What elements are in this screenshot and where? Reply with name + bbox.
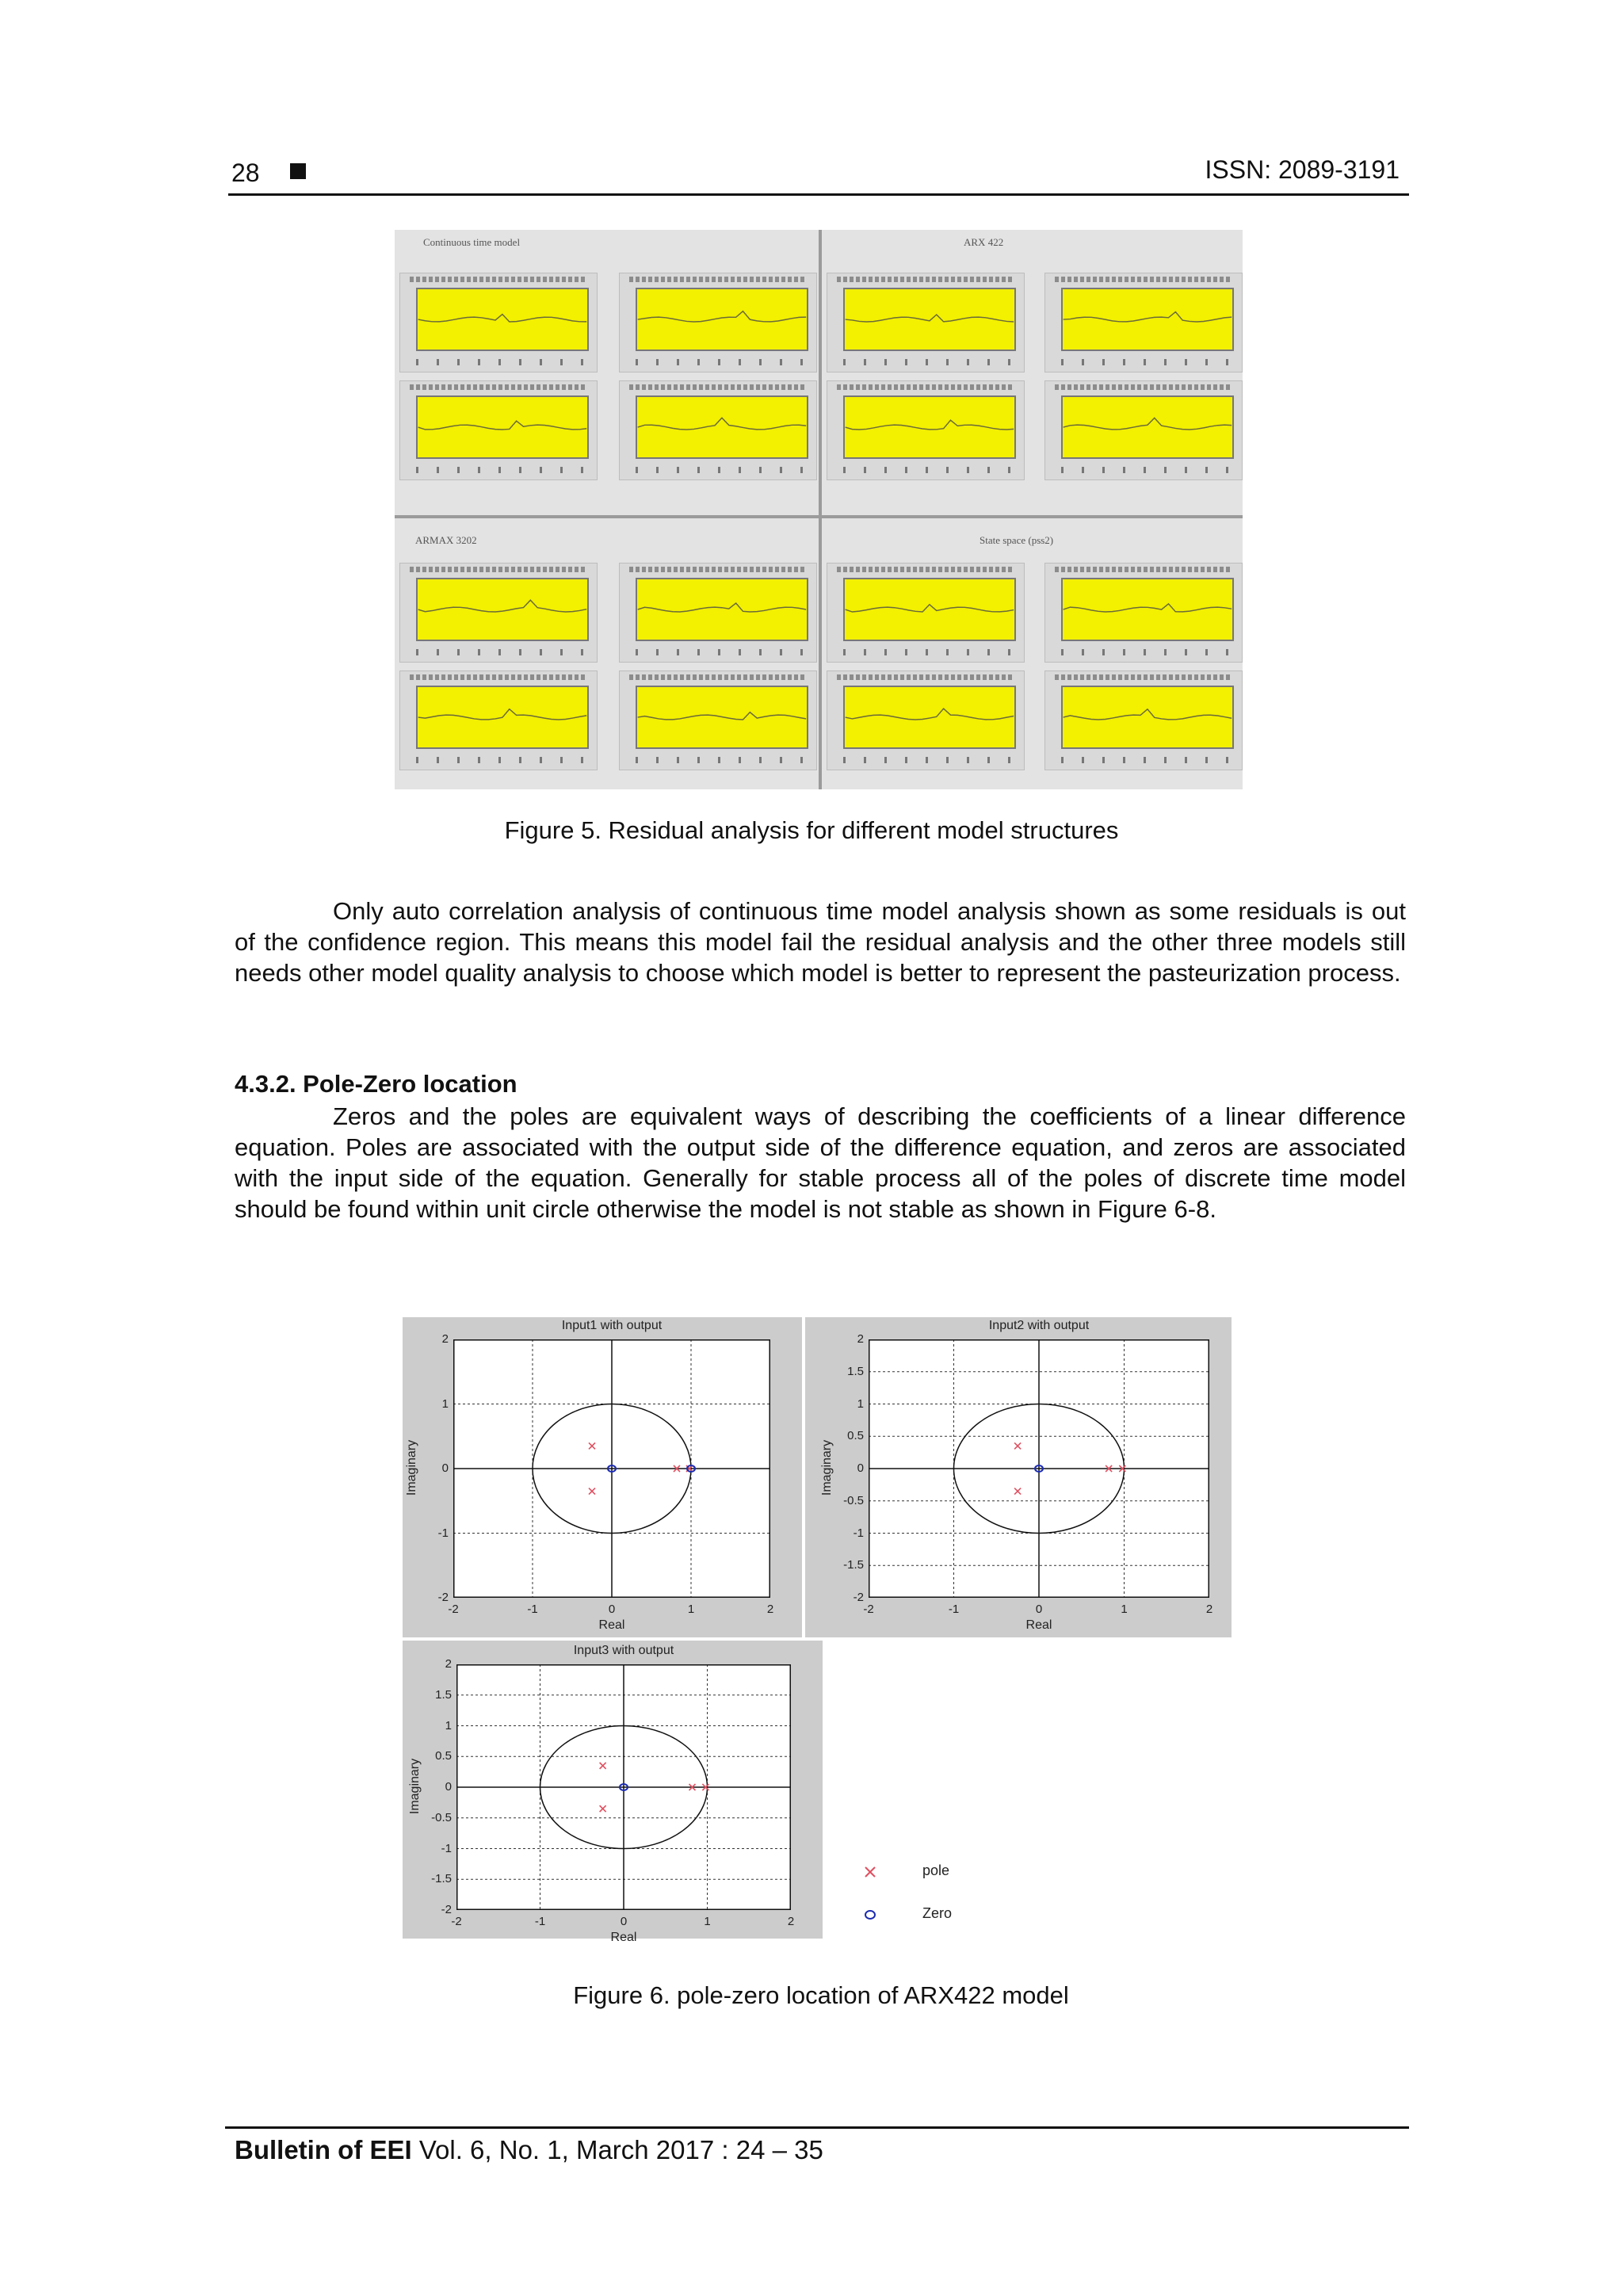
panel-trace bbox=[400, 563, 597, 662]
tick-label-x: 0 bbox=[1035, 1603, 1043, 1616]
tick-label-y: 2 bbox=[441, 1332, 449, 1346]
panel-trace bbox=[400, 381, 597, 479]
pole-zero-title: Input1 with output bbox=[561, 1319, 663, 1332]
header-rule bbox=[228, 193, 1409, 196]
pole-marker bbox=[1014, 1488, 1021, 1495]
tick-label-x: -1 bbox=[534, 1915, 546, 1928]
tick-label-x: -2 bbox=[451, 1915, 462, 1928]
tick-label-x: 1 bbox=[704, 1915, 711, 1928]
tick-label-y: 0 bbox=[445, 1780, 452, 1794]
footer-details: Vol. 6, No. 1, March 2017 : 24 – 35 bbox=[411, 2135, 823, 2164]
tick-label-y: -0.5 bbox=[431, 1810, 452, 1824]
axis-label-imaginary: Imaginary bbox=[820, 1439, 834, 1496]
residual-panel bbox=[1044, 380, 1243, 480]
tick-label-y: -1 bbox=[441, 1841, 452, 1855]
axis-label-imaginary: Imaginary bbox=[408, 1758, 422, 1815]
tick-label-x: -1 bbox=[948, 1603, 960, 1616]
panel-trace bbox=[1045, 563, 1242, 662]
residual-panel bbox=[1044, 670, 1243, 770]
panel-trace bbox=[827, 273, 1024, 372]
legend-zero-label: Zero bbox=[922, 1905, 953, 1921]
tick-label-y: 0.5 bbox=[847, 1429, 864, 1443]
panel-trace bbox=[620, 273, 816, 372]
tick-label-x: 1 bbox=[687, 1603, 695, 1616]
tick-label-y: 1 bbox=[441, 1396, 449, 1411]
legend-pole-label: pole bbox=[922, 1862, 950, 1878]
tick-label-x: 1 bbox=[1121, 1603, 1128, 1616]
residual-panel bbox=[827, 563, 1025, 663]
tick-label-y: -1.5 bbox=[843, 1558, 864, 1572]
tick-label-x: 0 bbox=[608, 1603, 616, 1616]
residual-panel bbox=[399, 380, 598, 480]
panel-trace bbox=[400, 273, 597, 372]
tick-label-x: -2 bbox=[448, 1603, 459, 1616]
panel-trace bbox=[620, 381, 816, 479]
tick-label-y: 0 bbox=[441, 1461, 449, 1475]
tick-label-y: -2 bbox=[437, 1591, 449, 1604]
tick-label-y: 2 bbox=[857, 1332, 864, 1346]
residual-panel bbox=[827, 670, 1025, 770]
panel-trace bbox=[1045, 671, 1242, 770]
tick-label-y: 1.5 bbox=[847, 1364, 864, 1378]
residual-panel bbox=[399, 670, 598, 770]
panel-trace bbox=[827, 563, 1024, 662]
paragraph-pole-zero: Zeros and the poles are equivalent ways of describing the coefficients of a linear difference equation. Poles are associated with the output side of the difference equation, and zeros are associated with the input side of the equation. Generally for stable process all of the poles of discrete time model should be found within unit circle otherwise the model is not stable as shown in Figure 6-8. bbox=[235, 1102, 1406, 1223]
residual-panel bbox=[619, 670, 817, 770]
tick-label-y: -1.5 bbox=[431, 1872, 452, 1886]
tick-label-x: 0 bbox=[620, 1915, 628, 1928]
pole-zero-plot bbox=[453, 1339, 770, 1598]
residual-panel bbox=[619, 273, 817, 372]
residual-panel bbox=[619, 380, 817, 480]
page-number: 28 bbox=[231, 159, 260, 187]
tick-label-y: -1 bbox=[853, 1526, 864, 1540]
figure-5-title-arx: ARX 422 bbox=[964, 236, 1004, 248]
paragraph-residual: Only auto correlation analysis of continuous time model analysis shown as some residuals is out of the confidence region. This means this model fail the residual analysis and the other three models still needs other model quality analysis to choose which model is better to represent the pasteurization process. bbox=[235, 897, 1406, 987]
tick-label-y: 0.5 bbox=[435, 1749, 452, 1763]
pole-marker bbox=[589, 1488, 595, 1495]
figure-6-caption: Figure 6. pole-zero location of ARX422 model bbox=[573, 1981, 1069, 2009]
pole-marker bbox=[600, 1805, 606, 1812]
legend-pole-icon bbox=[861, 1862, 880, 1881]
pole-zero-plot bbox=[869, 1339, 1209, 1598]
pole-zero-title: Input2 with output bbox=[988, 1319, 1090, 1332]
tick-label-y: 1 bbox=[445, 1718, 452, 1733]
pole-marker bbox=[600, 1763, 606, 1769]
axis-label-real: Real bbox=[598, 1618, 625, 1632]
tick-label-y: -2 bbox=[441, 1903, 452, 1916]
tick-label-x: 2 bbox=[787, 1915, 795, 1928]
legend-zero-icon bbox=[861, 1905, 880, 1924]
tick-label-y: -0.5 bbox=[843, 1493, 864, 1507]
pole-zero-title: Input3 with output bbox=[573, 1644, 674, 1657]
tick-label-x: -2 bbox=[863, 1603, 874, 1616]
figure-5-title-continuous: Continuous time model bbox=[423, 236, 521, 248]
issn: ISSN: 2089-3191 bbox=[1205, 155, 1400, 184]
residual-panel bbox=[827, 380, 1025, 480]
panel-trace bbox=[400, 671, 597, 770]
tick-label-y: 1.5 bbox=[435, 1687, 452, 1702]
figure-5-title-armax: ARMAX 3202 bbox=[415, 534, 477, 546]
axis-label-real: Real bbox=[610, 1931, 637, 1944]
tick-label-x: -1 bbox=[527, 1603, 538, 1616]
residual-panel bbox=[399, 273, 598, 372]
residual-panel bbox=[619, 563, 817, 663]
tick-label-x: 2 bbox=[766, 1603, 774, 1616]
axis-label-real: Real bbox=[1025, 1618, 1052, 1632]
figure-5-caption: Figure 5. Residual analysis for different model structures bbox=[504, 816, 1119, 844]
axis-label-imaginary: Imaginary bbox=[405, 1439, 418, 1496]
panel-trace bbox=[827, 381, 1024, 479]
panel-trace bbox=[827, 671, 1024, 770]
figure-5 bbox=[395, 230, 1243, 789]
tick-label-y: 2 bbox=[445, 1657, 452, 1671]
residual-panel bbox=[1044, 563, 1243, 663]
footer-rule bbox=[225, 2126, 1409, 2129]
pole-marker bbox=[1014, 1442, 1021, 1449]
panel-trace bbox=[1045, 381, 1242, 479]
pole-zero-plot bbox=[456, 1664, 791, 1910]
panel-trace bbox=[620, 671, 816, 770]
footer bbox=[235, 2135, 823, 2165]
tick-label-y: -2 bbox=[853, 1591, 864, 1604]
residual-panel bbox=[1044, 273, 1243, 372]
tick-label-y: 1 bbox=[857, 1396, 864, 1411]
panel-trace bbox=[620, 563, 816, 662]
panel-trace bbox=[1045, 273, 1242, 372]
section-heading: 4.3.2. Pole-Zero location bbox=[235, 1070, 517, 1098]
tick-label-y: -1 bbox=[437, 1526, 449, 1540]
footer-journal: Bulletin of EEI bbox=[235, 2135, 412, 2164]
residual-panel bbox=[827, 273, 1025, 372]
pole-marker bbox=[589, 1442, 595, 1449]
residual-panel bbox=[399, 563, 598, 663]
figure-5-divider-vertical bbox=[819, 230, 822, 789]
tick-label-x: 2 bbox=[1205, 1603, 1213, 1616]
header-square-icon bbox=[290, 163, 306, 179]
figure-5-title-state-space: State space (pss2) bbox=[980, 534, 1054, 546]
tick-label-y: 0 bbox=[857, 1461, 864, 1475]
